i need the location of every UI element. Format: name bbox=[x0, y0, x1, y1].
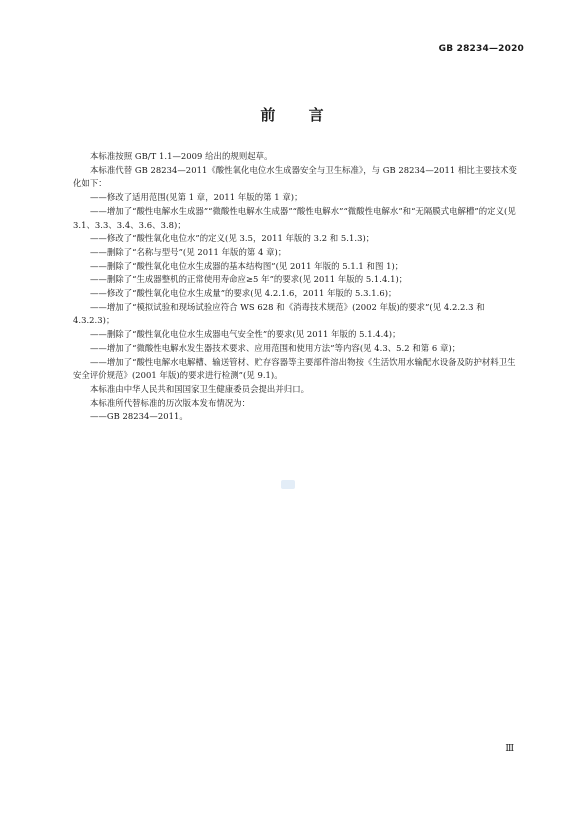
change-item: ——增加了“微酸性电解水发生器技术要求、应用范围和使用方法”等内容(见 4.3、5.2 和第 6 章)； bbox=[90, 342, 461, 353]
change-item: ——修改了适用范围(见第 1 章，2011 年版的第 1 章)； bbox=[90, 192, 303, 203]
change-item: ——修改了“酸性氧化电位水生成量”的要求(见 4.2.1.6，2011 年版的 5.3.1.6)； bbox=[90, 288, 397, 299]
standard-code: GB 28234—2020 bbox=[438, 44, 524, 54]
page-number: Ⅲ bbox=[505, 744, 514, 754]
foreword-body bbox=[73, 150, 521, 424]
history-item: ——GB 28234—2011。 bbox=[90, 411, 188, 422]
paragraph-replacement: 本标准代替 GB 28234—2011《酸性氧化电位水生成器安全与卫生标准》，与 GB 28234—2011 相比主要技术变化如下： bbox=[73, 164, 517, 189]
change-item: ——增加了“酸性电解水电解槽、输送管材、贮存容器等主要部件溶出物按《生活饮用水输配水设备及防护材料卫生安全评价规范》(2001 年版)的要求进行检测”(见 9.1)。 bbox=[73, 356, 516, 381]
page-title: 前 言 bbox=[260, 106, 338, 124]
change-item: ——删除了“酸性氧化电位水生成器的基本结构图”(见 2011 年版的 5.1.1 和图 1)； bbox=[90, 260, 404, 271]
change-item: ——删除了“生成器整机的正常使用寿命应≥5 年”的要求(见 2011 年版的 5.1.4.1)； bbox=[90, 274, 408, 285]
paragraph-history-intro: 本标准所代替标准的历次版本发布情况为： bbox=[90, 397, 251, 408]
watermark-logo bbox=[281, 480, 295, 489]
change-item: ——修改了“酸性氧化电位水”的定义(见 3.5，2011 年版的 3.2 和 5.1.3)； bbox=[90, 233, 375, 244]
change-item: ——增加了“酸性电解水生成器”“微酸性电解水生成器”“酸性电解水”“微酸性电解水”和“无隔膜式电解槽”的定义(见 3.1、3.3、3.4、3.6、3.8)； bbox=[73, 205, 516, 230]
change-item: ——增加了“模拟试验和现场试验应符合 WS 628 和《消毒技术规范》(2002 年版)的要求”(见 4.2.2.3 和 4.3.2.3)； bbox=[73, 301, 485, 326]
change-item: ——删除了“名称与型号”(见 2011 年版的第 4 章)； bbox=[90, 246, 287, 257]
paragraph-drafting-rules: 本标准按照 GB/T 1.1—2009 给出的规则起草。 bbox=[90, 151, 273, 161]
paragraph-proposer: 本标准由中华人民共和国国家卫生健康委员会提出并归口。 bbox=[90, 383, 310, 394]
change-item: ——删除了“酸性氧化电位水生成器电气安全性”的要求(见 2011 年版的 5.1.4.4)； bbox=[90, 329, 401, 340]
